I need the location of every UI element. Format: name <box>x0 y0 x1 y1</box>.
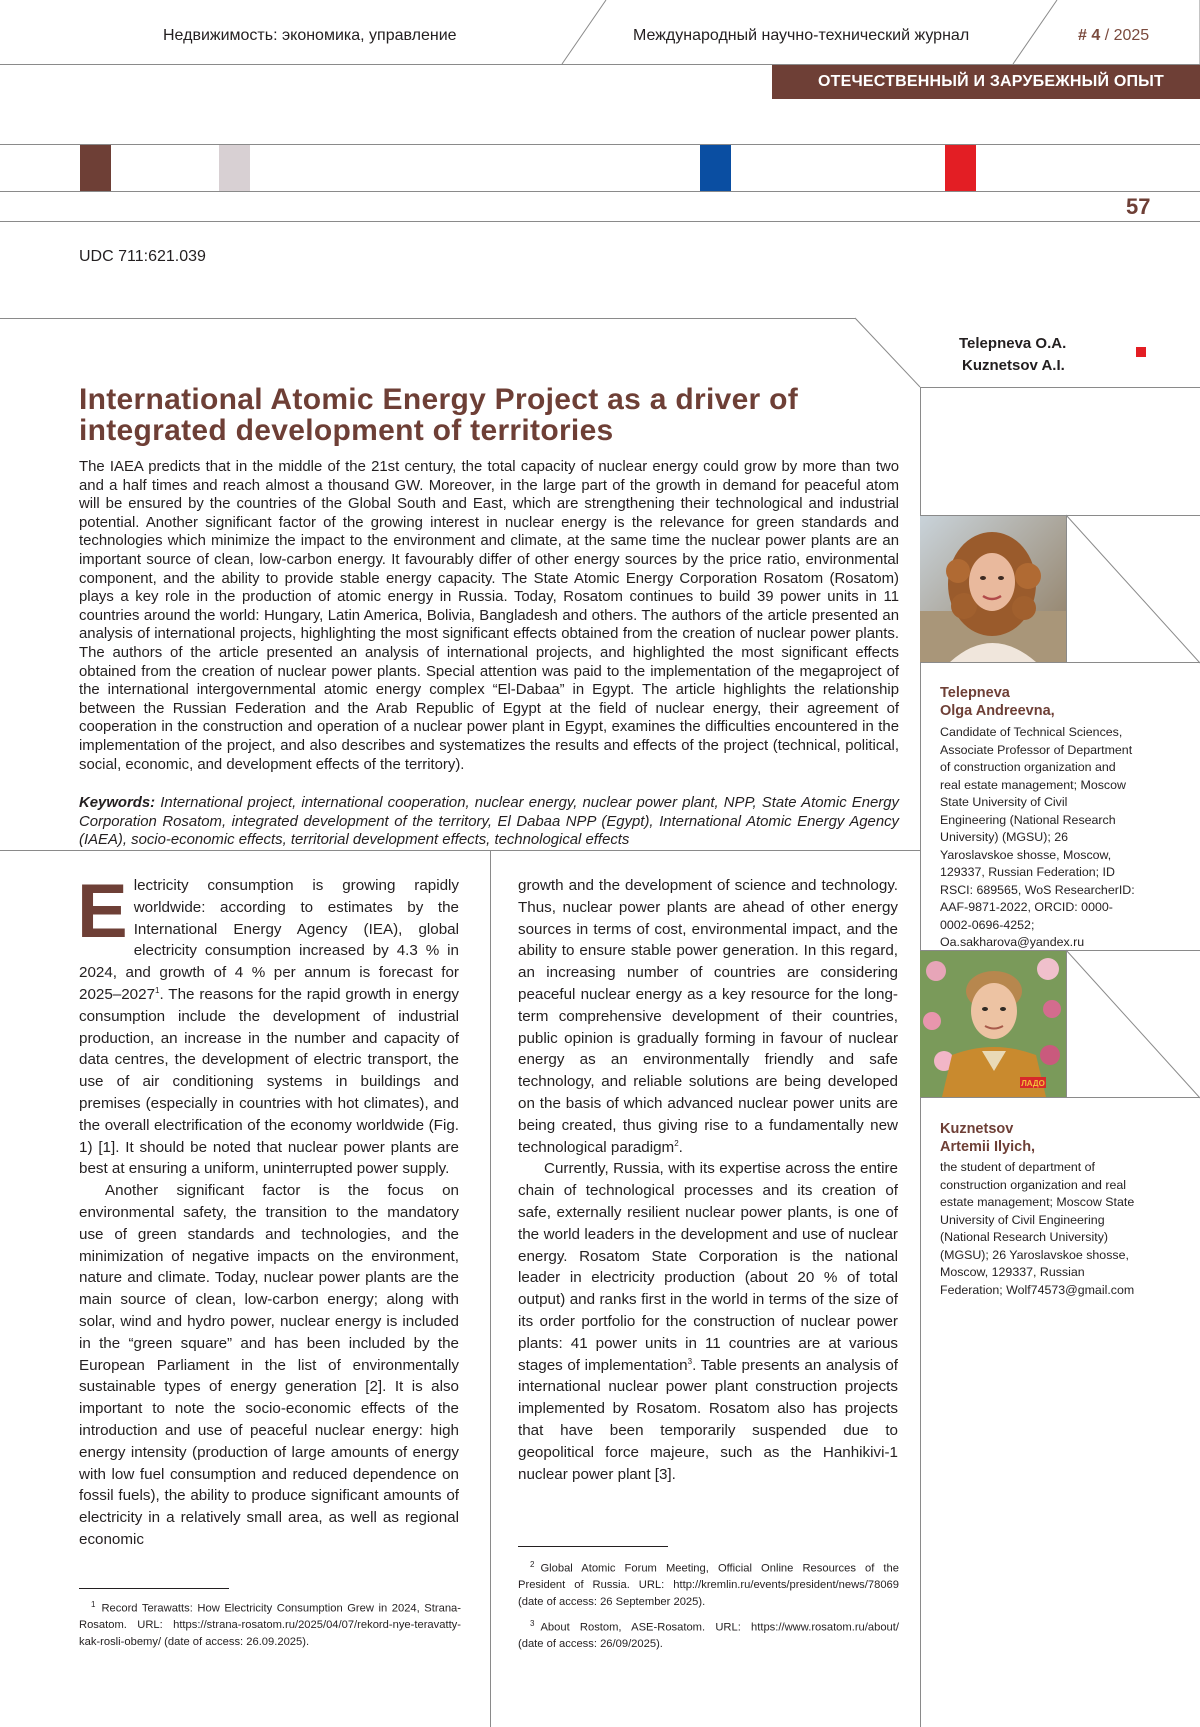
author-1-surname: Telepneva <box>940 685 1010 701</box>
journal-type: Международный научно-технический журнал <box>633 27 970 44</box>
page-number: 57 <box>1126 194 1151 219</box>
footnote-ref-1[interactable]: 1 <box>155 985 160 995</box>
col2-paragraph-2b: . Table presents an analysis of international nuclear power plant construction projects implemented by Rosatom. Rosatom also has projects that have been temporarily suspended due to geopolitical force majeure, such as the Hanhikivi-1 nuclear power plant [3]. <box>518 1356 898 1483</box>
author-short-2: Kuznetsov A.I. <box>962 357 1065 374</box>
col1-paragraph-1a: lectricity consumption is growing rapidly worldwide: according to estimates by the International Energy Agency (IEA), global electricity consumption increased by 4.3 % in 2024, and growth of 4 % per annum is forecast for 2025–2027 <box>79 877 459 1003</box>
author-2-surname: Kuznetsov <box>940 1121 1014 1137</box>
col2-paragraph-1a: growth and the development of science and technology. Thus, nuclear power plants are ahead of other energy sources in terms of cost, environmental impact, and the ability to ensure stable power generation. In this regard, an increasing number of countries are considering peaceful nuclear energy as a key resource for the long-term comprehensive development of their countries, public opinion is gradually forming in favour of nuclear energy as an environmentally friendly and safe technology, and reliable solutions are being developed on the basis of which advanced nuclear power units are being created, thus giving rise to a fundamentally new technological paradigm <box>518 877 898 1156</box>
brand-block-light <box>219 145 250 191</box>
author-2-bio: the student of department of construction organization and real estate management; Moscow State University of Civil Engineering (National Research University) (MGSU); 26 Yaroslavskoe shosse, Moscow, 129337, Russian Federation; Wolf74573@gmail.com <box>940 1160 1135 1297</box>
abstract: The IAEA predicts that in the middle of the 21st century, the total capacity of nuclear energy could grow by more than two and a half times and reach almost a thousand GW. Moreover, in the large part of the growth in demand for peaceful atom will be ensured by the countries of the Global South and East, which are strengthening their technological and industrial potential. Another significant factor of the growing interest in nuclear energy is the relevance for green standards and technologies which minimize the impact to the environment and climate, at the same time the nuclear power plants are an important source of clean, low-carbon energy. It favourably differ of other energy sources by the price ratio, environmental component, and the ability to provide stable energy capacity. The State Atomic Energy Corporation Rosatom (Rosatom) plays a key role in the production of atomic energy in Russia. Today, Rosatom continues to build 39 power units in 11 countries around the world: Hungary, Latin America, Bolivia, Bangladesh and others. The authors of the article presented an analysis of international projects, highlighting the most significant effects obtained from the creation of nuclear power plants. The authors of the article presented an analysis of international projects, and highlighted the most significant effects obtained from the creation of nuclear power plants. Special attention was paid to the implementation of the megaproject of the international intergovernmental atomic energy complex “El-Dabaa” in Egypt. The article highlights the relationship between the Russian Federation and the Arab Republic of Egypt at the field of nuclear energy, their agreement of cooperation in the construction and operation of a nuclear power plant in Egypt, examines the difficulties encountered in the implementation of the project, and also describes and systematizes the results and effects of the project (technical, political, social, economic, and development effects of the territory). <box>79 459 899 773</box>
author-1-given: Olga Andreevna, <box>940 703 1055 719</box>
keywords-list: International project, international cooperation, nuclear energy, nuclear power plant, NPP, State Atomic Energy Corporation Rosatom, integrated development of the territory, El Dabaa NPP (Egypt), International Atomic Energy Agency (IAEA), socio-economic effects, territorial development effects, technological effects <box>79 795 899 849</box>
footnote-ref-2[interactable]: 2 <box>674 1138 679 1148</box>
footnote-1: $^1$ Record Terawatts: How Electricity Consumption Grew in 2024, Strana-Rosatom. URL: https://strana-rosatom.ru/2025/04/07/rekord-nye-teravatty-kak-rosli-obemy/ (date of access: 26.09.2025). <box>79 1600 461 1648</box>
author-1-name <box>940 684 1055 720</box>
footnote-3: $^3$ About Rostom, ASE-Rosatom. URL: https://www.rosatom.ru/about/ (date of access: 26/09/2025). <box>518 1619 899 1651</box>
author-short-1: Telepneva O.A. <box>959 335 1067 352</box>
footnotes-col-2 <box>518 1557 899 1659</box>
col1-paragraph-1b: . The reasons for the rapid growth in energy consumption include the development of industrial production, an increase in the number and capacity of data centres, the development of electric transport, the use of air conditioning systems in buildings and premises (especially in countries with hot climates), and the overall electrification of the economy worldwide (Fig. 1) [1]. It should be noted that nuclear power plants are best at ensuring a uniform, uninterrupted power supply. <box>79 985 459 1178</box>
author-photo-kuznetsov <box>920 951 1066 1097</box>
journal-name: Недвижимость: экономика, управление <box>163 27 457 44</box>
footnote-ref-3[interactable]: 3 <box>687 1356 693 1366</box>
udc-code: UDC 711:621.039 <box>79 248 206 265</box>
footnote-2: $^2$ Global Atomic Forum Meeting, Official Online Resources of the President of Russia. URL: http://kremlin.ru/events/president/news/78069 (date of access: 26 September 2025). <box>518 1560 899 1608</box>
drop-cap: E <box>77 869 128 954</box>
issue-year: / 2025 <box>1104 27 1150 44</box>
brand-block-blue <box>700 145 731 191</box>
author-2-given: Artemii Ilyich, <box>940 1139 1036 1155</box>
author-photo-telepneva <box>920 516 1066 662</box>
keywords-label: Keywords: <box>79 795 156 811</box>
col2-paragraph-2a: Currently, Russia, with its expertise across the entire chain of technological processes and its creation of safe, externally resilient nuclear power plants, is one of the world leaders in the development and use of nuclear energy. Rosatom State Corporation is the national leader in electricity production (about 20 % of total output) and ranks first in the world in terms of the size of its order portfolio for the construction of nuclear power plants: 41 power units in 11 countries are at various stages of implementation <box>518 1160 898 1374</box>
header-rules <box>0 0 1200 230</box>
author-2-name <box>940 1120 1035 1156</box>
body-column-1 <box>77 869 459 1551</box>
footnote-rule-1 <box>79 1588 229 1589</box>
article-title: International Atomic Energy Project as a driver of integrated development of territories <box>79 383 799 447</box>
body-column-2 <box>518 875 898 1485</box>
brand-block-red <box>945 145 976 191</box>
author-1-bio: Candidate of Technical Sciences, Associate Professor of Department of construction organization and real estate management; Moscow State University of Civil Engineering (National Research University) (MGSU); 26 Yaroslavskoe shosse, Moscow, 129337, Russian Federation; ID RSCI: 689565, WoS ResearcherID: AAF-9871-2022, ORCID: 0000-0002-0696-4252; Oa.sakharova@yandex.ru <box>940 725 1135 949</box>
col1-paragraph-2: Another significant factor is the focus on environmental safety, the transition to the mandatory use of green standards and technologies, and the minimization of negative impacts on the environment, nature and climate. Today, nuclear power plants are the main source of clean, low-carbon energy; along with solar, wind and hydro power, nuclear energy is included in the “green square” and has been included by the European Parliament in the list of environmentally sustainable types of energy generation [2]. It is also important to note the socio-economic effects of the introduction and use of peaceful nuclear energy: high energy intensity (production of large amounts of energy with low fuel consumption and reduced dependence on fossil fuels), the ability to produce significant amounts of electricity in a relatively small area, as well as regional economic <box>79 1182 459 1548</box>
section-title: ОТЕЧЕСТВЕННЫЙ И ЗАРУБЕЖНЫЙ ОПЫТ <box>772 65 1200 99</box>
red-marker <box>1136 347 1146 357</box>
uniform-badge: ЛАДО <box>1021 1079 1045 1088</box>
col2-paragraph-1b: . <box>678 1138 683 1156</box>
footnote-rule-2 <box>518 1546 668 1547</box>
issue-number: # 4 <box>1078 27 1101 44</box>
brand-block-brown <box>80 145 111 191</box>
footnotes-col-1 <box>79 1597 461 1656</box>
keywords <box>79 794 899 850</box>
